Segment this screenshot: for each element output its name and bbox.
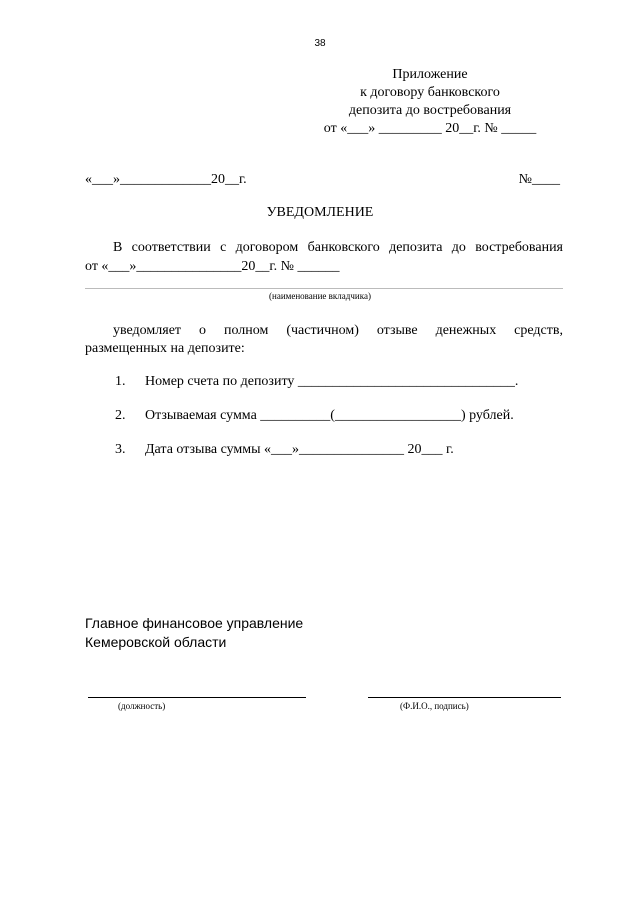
list-item-account: Номер счета по депозиту _______________________________. bbox=[145, 374, 519, 389]
list-item-number: 3. bbox=[115, 442, 126, 457]
list-item-number: 1. bbox=[115, 374, 126, 389]
list-item-date: Дата отзыва суммы «___»_______________ 20___ г. bbox=[145, 442, 454, 457]
position-line bbox=[88, 697, 306, 698]
list-item-amount: Отзываемая сумма __________(__________________) рублей. bbox=[145, 408, 514, 423]
intro-line-2: от «___»_______________20__г. № ______ bbox=[85, 259, 340, 274]
depositor-caption: (наименование вкладчика) bbox=[269, 291, 371, 301]
intro-text bbox=[85, 240, 563, 256]
notify-line-2: размещенных на депозите: bbox=[85, 341, 245, 356]
appendix-deposit-line: депозита до востребования bbox=[348, 103, 512, 118]
intro-line-1: В соответствии с договором банковского депозита до востребования bbox=[113, 240, 563, 255]
organization-region: Кемеровской области bbox=[85, 634, 227, 650]
appendix-header bbox=[300, 66, 560, 138]
notify-line-1: уведомляет о полном (частичном) отзыве денежных средств, bbox=[113, 323, 563, 338]
notify-text bbox=[85, 323, 563, 339]
signature-caption: (Ф.И.О., подпись) bbox=[400, 701, 469, 711]
appendix-title: Приложение bbox=[392, 67, 468, 82]
page-number: 38 bbox=[314, 38, 326, 49]
appendix-date-line: от «___» _________ 20__г. № _____ bbox=[323, 121, 537, 136]
position-caption: (должность) bbox=[118, 701, 166, 711]
depositor-name-line bbox=[85, 288, 563, 289]
list-item-number: 2. bbox=[115, 408, 126, 423]
document-number: №____ bbox=[518, 172, 560, 187]
document-title: УВЕДОМЛЕНИЕ bbox=[266, 205, 374, 220]
signature-line bbox=[368, 697, 561, 698]
appendix-contract-line: к договору банковского bbox=[360, 85, 500, 100]
document-date: «___»_____________20__г. bbox=[85, 172, 247, 187]
organization-name: Главное финансовое управление bbox=[85, 615, 304, 631]
